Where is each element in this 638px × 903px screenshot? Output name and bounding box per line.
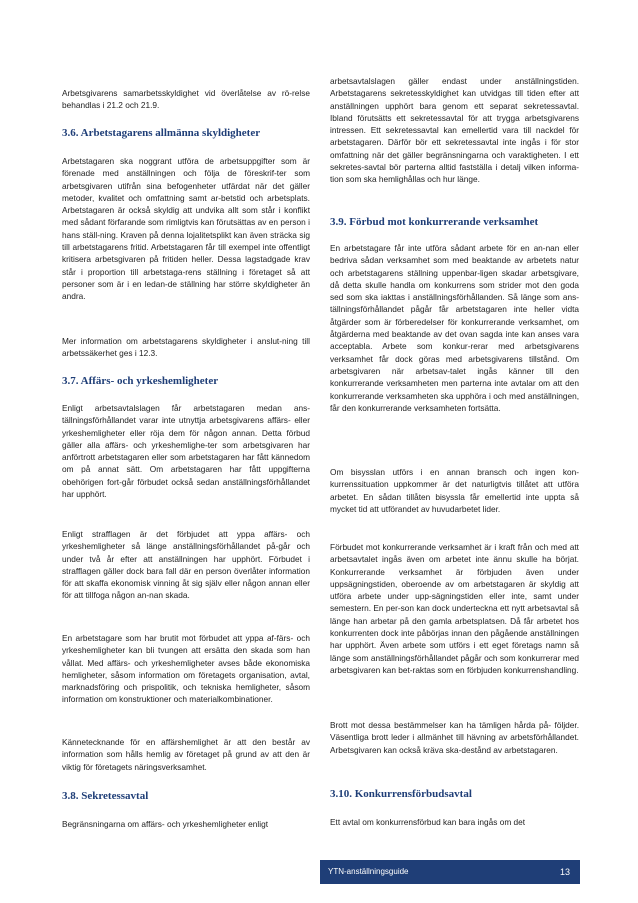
paragraph: Mer information om arbetstagarens skyldigheter i anslut-ning till arbetssäkerhet ges i 12.3. xyxy=(62,336,310,359)
section-heading-3-6: 3.6. Arbetstagarens allmänna skyldigheter xyxy=(62,127,261,139)
paragraph: Enligt arbetsavtalslagen får arbetstagaren medan ans-tällningsförhållandet varar inte utnyttja arbetsgivarens affärs- eller yrkeshemligheter eller röja dem för någon annan. Detta förbud gäller alla affärs- och yrkeshemlighe-ter som arbetsgivaren har anförtrott arbetstagaren eller som arbetstagaren har fått kännedom om på annat sätt. Om arbetstagaren har fått uppgifterna obehörigen fort-går förbudet också sedan anställningsförhållandet har upphört. xyxy=(62,403,310,500)
paragraph: Kännetecknande för en affärshemlighet är att den består av information som hålls hemlig av företaget på grund av att den är viktig för företagets näringsverksamhet. xyxy=(62,737,310,772)
section-heading-3-7: 3.7. Affärs- och yrkeshemligheter xyxy=(62,375,219,387)
paragraph: Begränsningarna om affärs- och yrkeshemligheter enligt xyxy=(62,819,268,829)
page-number: 13 xyxy=(559,867,570,877)
paragraph: Arbetstagaren ska noggrant utföra de arbetsuppgifter som är förenade med anställningen och följa de föreskrif-ter som arbetsgivaren utifrån sina befogenheter utfärdat när det gäller metoder, kvalitet och omfattning samt ar-betstid och arbetsplats. Arbetstagaren är också skyldig att undvika allt som står i konflikt med sådant förfarande som rimligtvis kan förutsättas av en person i hans ställ-ning. Kraven på denna lojalitetsplikt kan även sträcka sig till arbetstagarens fritid. Arbetstagaren får till exempel inte offentligt kritisera arbetsgivaren på fritiden heller. Dessa lagstadgade krav står i proportion till arbetstaga-rens ställning i företaget så att personer som är i en ledan-de ställning har större skyldigheter än andra. xyxy=(62,156,310,302)
paragraph: Arbetsgivarens samarbetsskyldighet vid överlåtelse av rö-relse behandlas i 21.2 och 21.9. xyxy=(62,88,310,111)
footer-bar xyxy=(320,860,580,884)
paragraph: Förbudet mot konkurrerande verksamhet är i kraft från och med att arbetsavtalet ingås även om arbetet inte ännu skulle ha börjat. Konkurrerande verksamhet är förbjuden även under uppsägningstiden, oberoende av om arbetstagaren är skyldig att utföra arbete under upp-sägningstiden eller inte, samt under semestern. En per-son kan dock underteckna ett nytt arbetsavtal så länge han arbetar på den gamla arbetsplatsen. Då får arbetet hos konkurrenten dock inte påbörjas innan den pågående anställningen har upphört. Även arbete som utförs i ett eget företags namn så länge som anställningsförhållandet pågår och som konkurrerar med arbetsgivaren kan bet-raktas som en förbjuden konkurrenshandling. xyxy=(330,542,579,675)
paragraph: Ett avtal om konkurrensförbud kan bara ingås om det xyxy=(330,817,526,827)
section-heading-3-10: 3.10. Konkurrensförbudsavtal xyxy=(330,788,472,800)
footer-guide-title: YTN-anställningsguide xyxy=(328,867,409,876)
paragraph: Brott mot dessa bestämmelser kan ha tämligen hårda på- följder. Väsentliga brott leder i allmänhet till hävning av arbetsförhållandet. Arbetsgivaren kan också kräva ska-destånd av arbetstagaren. xyxy=(330,720,579,755)
paragraph: arbetsavtalslagen gäller endast under anställningstiden. Arbetstagarens sekretesskyldighet kan utvidgas till tiden efter att anställningen upphört bara genom ett separat sekretessavtal. Ibland förutsätts ett sekretessavtal för att trygga arbetsgivarens intressen. Ett sekretessavtal kan emellertid vara till nackdel för arbetstagaren. Därför bör ett sekretessavtal inte ingås i för stor omfattning när det gäller begränsningarna och varaktigheten. I ett sekretes-savtal bör parterna alltid fastställa i detalj vilken informa-tion som ska hemlighållas och hur länge. xyxy=(330,76,579,185)
paragraph: Enligt strafflagen är det förbjudet att yppa affärs- och yrkeshemligheter så länge anställningsförhållandet på-går och under två år efter att anställningen har upphört. Förbudet i strafflagen gäller dock bara fall där en person överlåter information för att skaffa ekonomisk vinning åt sig själv eller någon annan eller för att tillfoga någon an-nan skada. xyxy=(62,529,310,601)
paragraph: En arbetstagare får inte utföra sådant arbete för en an-nan eller bedriva sådan verksamhet som med beaktande av arbetets natur och arbetstagarens ställning uppenbar-ligen skadar arbetsgivare, då detta skulle handla om konkurrens som strider mot den goda sed som ska iakttas i anställningsförhållanden. Så länge som ans-tällningsförhållandet pågår får arbetstagaren inte heller vidta åtgärder som är förberedelser för konkurrerande verksamhet, om åtgärderna med beaktande av det ovan sagda inte kan anses vara acceptabla. Arbete som konkur-rerar med arbetsgivarens verksamhet får dock göras med arbetsgivarens tillstånd. Om arbetsgivaren när arbetsav-talet ingås känner till den konkurrerande verksamheten men parterna inte avtalar om att den konkurrerande verksamheten ska upphöra i och med anställningen, får den konkurrerande verksamheten fortsätta. xyxy=(330,243,579,413)
paragraph: En arbetstagare som har brutit mot förbudet att yppa af-färs- och yrkeshemligheter kan bli tvungen att ersätta den skada som han vållat. Med affärs- och yrkeshemligheter avses både ekonomiska hemligheter, såsom information om företagets organisation, avtal, marknadsföring och prispolitik, och tekniska hemligheter, såsom information om konstruktioner och materialkombinationer. xyxy=(62,633,310,705)
section-heading-3-8: 3.8. Sekretessavtal xyxy=(62,790,149,802)
section-heading-3-9: 3.9. Förbud mot konkurrerande verksamhet xyxy=(330,216,539,228)
paragraph: Om bisysslan utförs i en annan bransch och ingen kon-kurrenssituation uppkommer är det naturligtvis tillåtet att utföra arbetet. En sådan tillåten bisyssla får emellertid inte uppta så mycket tid att utförandet av huvudarbetet lider. xyxy=(330,467,579,514)
